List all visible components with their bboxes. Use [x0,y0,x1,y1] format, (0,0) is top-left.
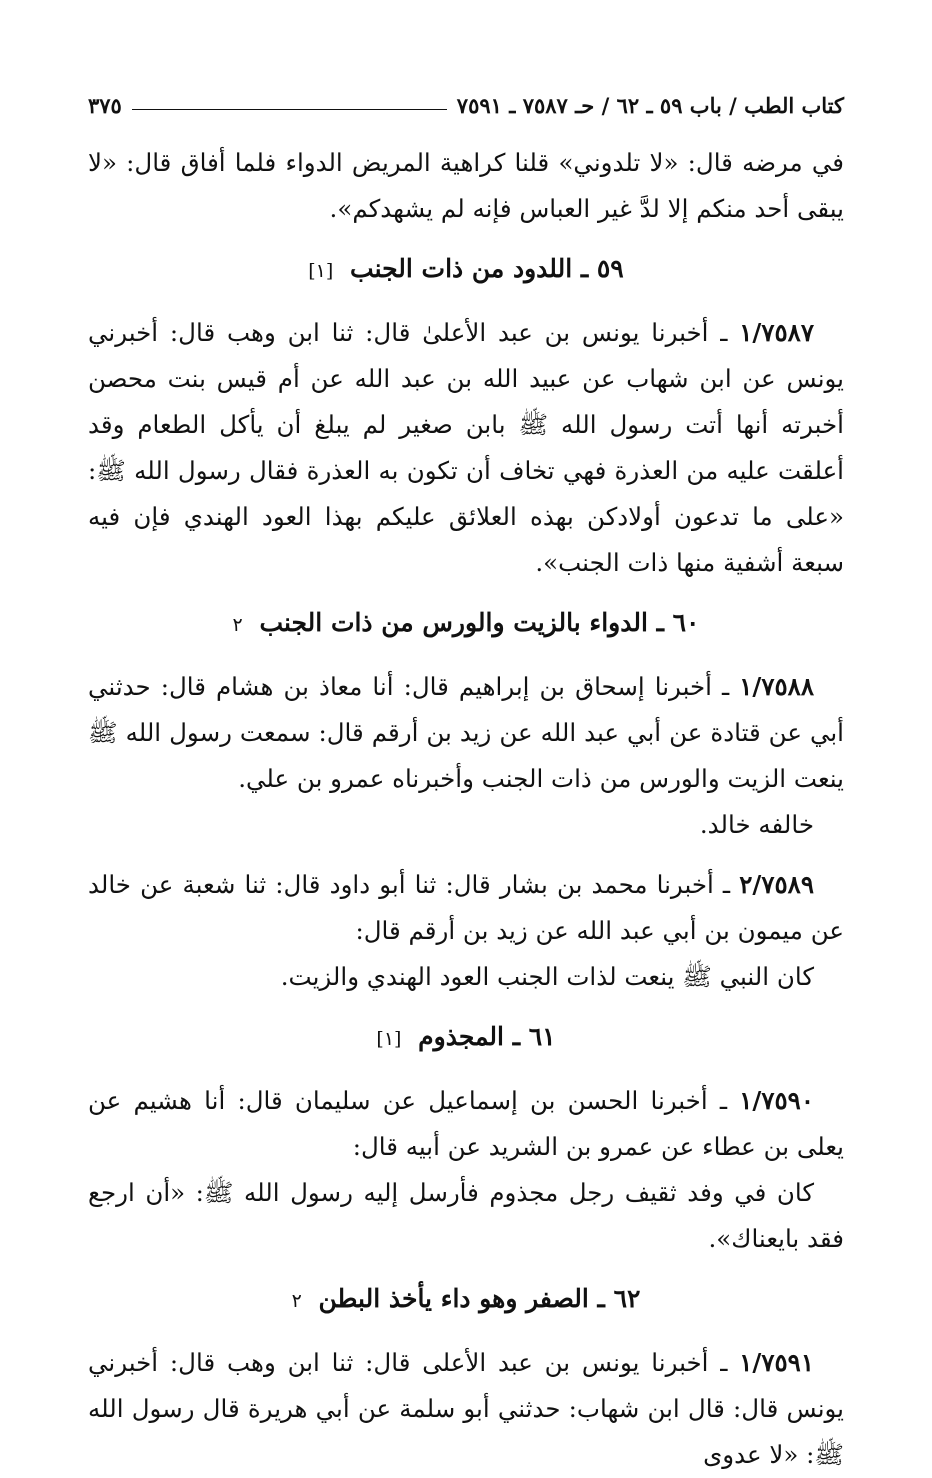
hadith-7590-follow: كان في وفد ثقيف رجل مجذوم فأرسل إليه رسول الله ﷺ: «أن ارجع فقد بايعناك». [88,1178,844,1253]
chapter-heading-62 [88,1276,844,1324]
page-body [88,140,844,1478]
hadith-7588 [88,664,844,802]
hadith-7587 [88,310,844,586]
hadith-7588-follow: خالفه خالد. [699,810,814,839]
hadith-text: ـ أخبرنا يونس بن عبد الأعلىٰ قال: ثنا ابن وهب قال: أخبرني يونس عن ابن شهاب عن عبيد الله بن عبد الله عن أم قيس بنت محصن أخبرته أنها أتت رسول الله ﷺ بابن صغير لم يبلغ أن يأكل الطعام وقد أعلقت عليه من العذرة فهي تخاف أن تكون به العذرة فقال رسول الله ﷺ: «على ما تدعون أولادكن بهذه العلائق عليكم بهذا العود الهندي فإن فيه سبعة أشفية منها ذات الجنب». [88,318,844,577]
hadith-text: ـ أخبرنا إسحاق بن إبراهيم قال: أنا معاذ بن هشام قال: حدثني أبي عن قتادة عن أبي عبد الله عن زيد بن أرقم قال: سمعت رسول الله ﷺ ينعت الزيت والورس من ذات الجنب وأخبرناه عمرو بن علي. [88,672,844,793]
hadith-7589 [88,862,844,954]
chapter-note: ٢ [291,1290,302,1312]
hadith-7591 [88,1340,844,1478]
continued-paragraph: في مرضه قال: «لا تلدوني» قلنا كراهية المريض الدواء فلما أفاق قال: «لا يبقى أحد منكم إلا لدَّ غير العباس فإنه لم يشهدكم». [88,148,844,223]
hadith-number: ١/٧٥٩١ [739,1348,814,1377]
hadith-number: ١/٧٥٩٠ [739,1086,814,1115]
hadith-7589-follow: كان النبي ﷺ ينعت لذات الجنب العود الهندي والزيت. [280,962,814,991]
hadith-text: ـ أخبرنا محمد بن بشار قال: ثنا أبو داود قال: ثنا شعبة عن خالد عن ميمون بن أبي عبد الله عن زيد بن أرقم قال: [88,870,844,945]
hadith-number: ٢/٧٥٨٩ [739,870,814,899]
chapter-heading-61 [88,1014,844,1062]
hadith-text: ـ أخبرنا يونس بن عبد الأعلى قال: ثنا ابن وهب قال: أخبرني يونس قال: قال ابن شهاب: حدثني أبو سلمة عن أبي هريرة قال رسول الله ﷺ: «لا عدوى [88,1348,844,1469]
running-head-title: كتاب الطب / باب ٥٩ ـ ٦٢ / حـ ٧٥٨٧ ـ ٧٥٩١ [456,92,844,118]
hadith-text: ـ أخبرنا الحسن بن إسماعيل عن سليمان قال: أنا هشيم عن يعلى بن عطاء عن عمرو بن الشريد عن أبيه قال: [88,1086,844,1161]
chapter-title: ٥٩ ـ اللدود من ذات الجنب [350,254,624,283]
chapter-note: [١] [308,260,334,282]
running-head-rule [132,109,447,110]
page-number: ٣٧٥ [88,92,122,118]
chapter-heading-59 [88,246,844,294]
chapter-note: ٢ [232,614,243,636]
hadith-number: ١/٧٥٨٨ [739,672,814,701]
chapter-title: ٦٢ ـ الصفر وهو داء يأخذ البطن [318,1284,641,1313]
hadith-number: ١/٧٥٨٧ [739,318,814,347]
chapter-title: ٦٠ ـ الدواء بالزيت والورس من ذات الجنب [259,608,700,637]
hadith-7590 [88,1078,844,1170]
chapter-note: [١] [376,1028,402,1050]
chapter-heading-60 [88,600,844,648]
chapter-title: ٦١ ـ المجذوم [418,1022,556,1051]
running-head [88,88,844,122]
